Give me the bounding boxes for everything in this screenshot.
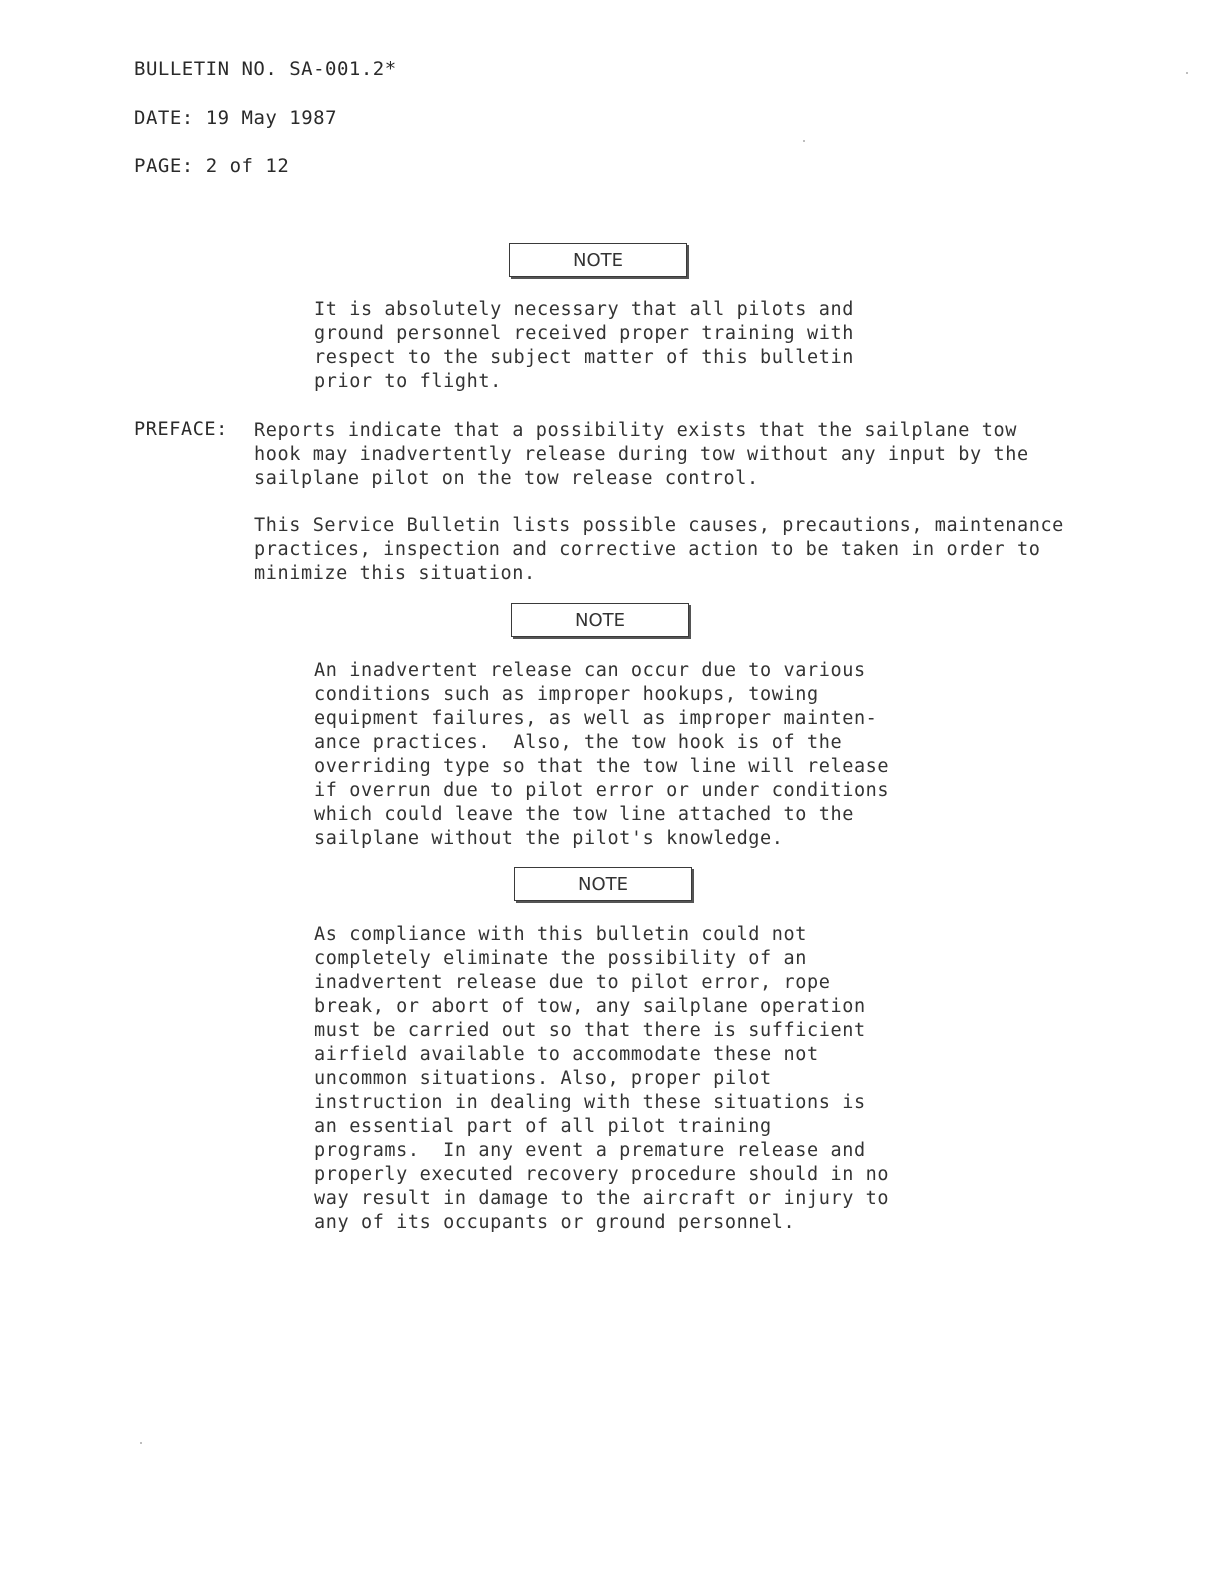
scan-speck [1186, 72, 1188, 74]
bulletin-number: BULLETIN NO. SA-001.2* [134, 58, 397, 80]
date-line [134, 107, 337, 129]
scan-speck [803, 140, 805, 142]
note-heading-3: NOTE [514, 867, 692, 901]
scan-speck [140, 1442, 142, 1444]
preface-paragraph-1: Reports indicate that a possibility exists that the sailplane tow hook may inadvertently release during tow without any input by the sailplane pilot on the tow release control. [254, 420, 1029, 489]
preface-paragraph-2: This Service Bulletin lists possible causes, precautions, maintenance practices, inspection and corrective action to be taken in order to minimize this situation. [254, 515, 1064, 584]
note-heading-2: NOTE [511, 603, 689, 637]
date-value: 19 May 1987 [205, 107, 338, 129]
date-label: DATE: [134, 107, 194, 129]
note-3-text: As compliance with this bulletin could not completely eliminate the possibility of an inadvertent release due to pilot error, rope break, or abort of tow, any sailplane operation must be carried out so that there is sufficient airfield available to accommodate these not uncommon situations. Also, proper pilot instruction in dealing with these situations is an essential part of all pilot training programs. In any event a premature release and properly executed recovery procedure should in no way result in damage to the aircraft or injury to any of its occupants or ground personnel. [314, 924, 890, 1233]
note-heading-1: NOTE [509, 243, 687, 277]
page-value: 2 of 12 [205, 155, 290, 177]
note-2-text: An inadvertent release can occur due to various conditions such as improper hookups, towing equipment failures, as well as improper mainten- ance practices. Also, the tow hook is of the overriding type so that the tow line will release if overrun due to pilot error or under conditions which could leave the tow line attached to the sailplane without the pilot's knowledge. [314, 660, 890, 849]
page-label: PAGE: [134, 155, 194, 177]
page-line [134, 155, 289, 177]
preface-label: PREFACE: [134, 419, 228, 440]
note-1-text: It is absolutely necessary that all pilots and ground personnel received proper training with respect to the subject matter of this bulletin prior to flight. [314, 299, 854, 392]
